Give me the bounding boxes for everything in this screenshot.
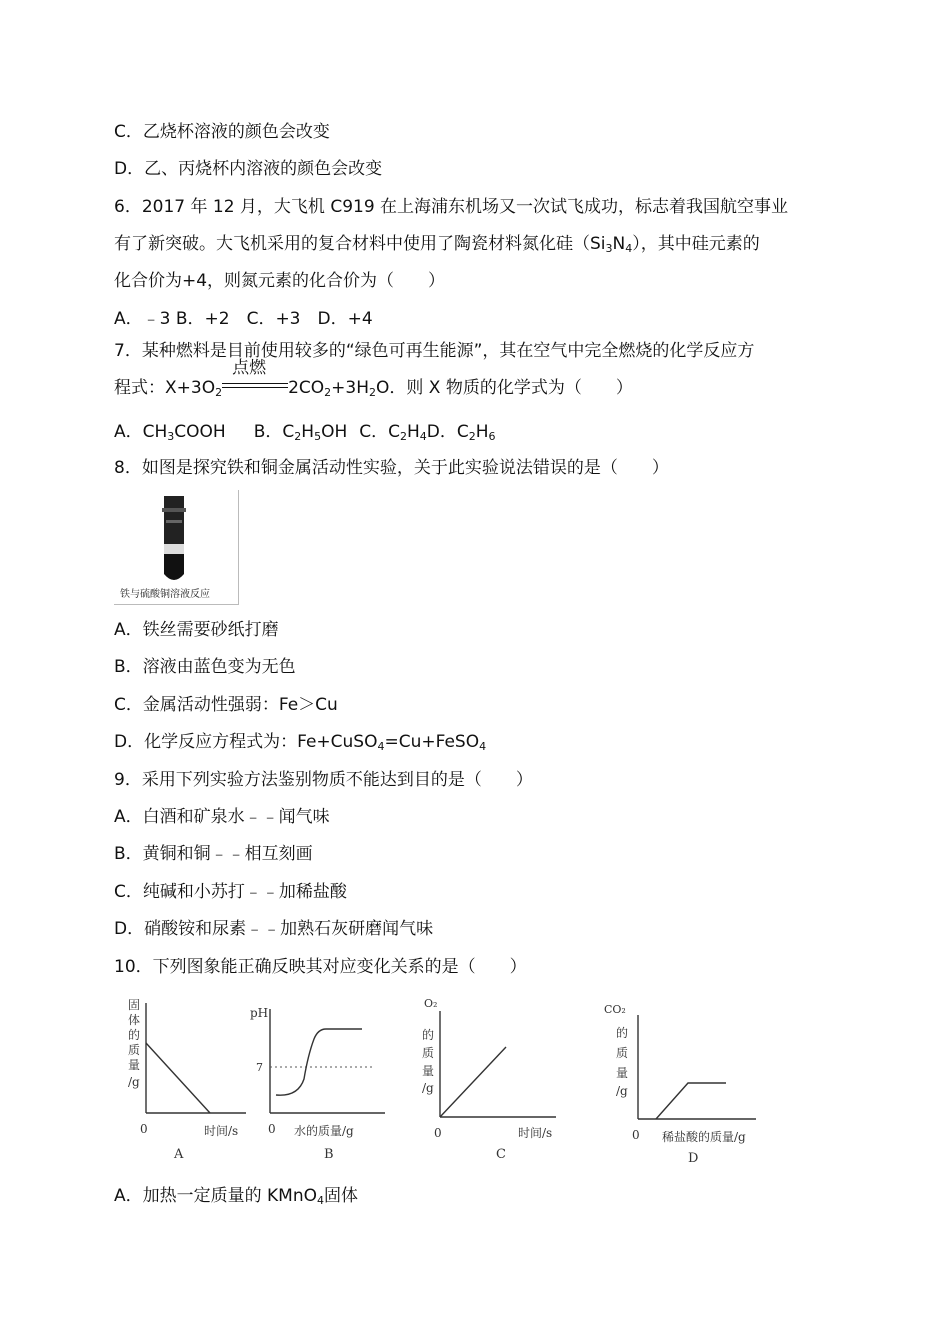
q9-option-b: B．黄铜和铜﹣﹣相互刻画 [114,844,313,864]
svg-text:量: 量 [422,1064,435,1078]
svg-text:质: 质 [128,1043,141,1057]
graph-d-ylabel [616,1026,628,1098]
q9-option-d: D．硝酸铵和尿素﹣﹣加熟石灰研磨闻气味 [114,919,434,939]
svg-text:/g: /g [616,1084,628,1098]
svg-text:质: 质 [422,1046,435,1060]
svg-text:质: 质 [616,1046,629,1060]
graph-d-letter: D [688,1151,699,1165]
svg-text:/g: /g [128,1075,140,1089]
graph-d-origin: 0 [632,1128,640,1142]
graph-c-ylabel-top: O₂ [424,997,438,1010]
svg-text:量: 量 [616,1066,629,1080]
graph-b-xlabel: 水的质量/g [294,1124,354,1138]
q9-option-c: C．纯碱和小苏打﹣﹣加稀盐酸 [114,882,347,902]
svg-text:固: 固 [128,998,141,1012]
graph-b-origin: 0 [268,1122,276,1136]
svg-text:的: 的 [128,1028,141,1042]
graph-d-ylabel-top: CO₂ [604,1003,626,1016]
graph-c-curve [440,1047,506,1117]
graph-b [250,995,400,1170]
graph-d-curve [656,1083,726,1119]
graph-c [418,995,568,1170]
graph-a-origin: 0 [140,1122,148,1136]
svg-text:的: 的 [422,1028,435,1042]
q6-stem-line3: 化合价为+4，则氮元素的化合价为（ ） [114,271,446,291]
q5-option-d: D．乙、丙烧杯内溶液的颜色会改变 [114,159,383,179]
figure-caption: 铁与硫酸铜溶液反应 [120,589,210,600]
q8-stem: 8．如图是探究铁和铜金属活动性实验，关于此实验说法错误的是（ ） [114,458,669,478]
svg-text:体: 体 [128,1013,141,1027]
graph-a-curve [146,1043,210,1113]
graph-d [604,995,774,1170]
q9-option-a: A．白酒和矿泉水﹣﹣闻气味 [114,807,330,827]
q6-stem-line2: 有了新突破。大飞机采用的复合材料中使用了陶瓷材料氮化硅$(Si_3N_4)$，其中硅元素的 [114,234,760,255]
svg-text:/g: /g [422,1081,434,1095]
graph-a-ylabel [128,998,140,1089]
svg-text:的: 的 [616,1026,629,1040]
graph-b-letter: B [324,1147,334,1162]
graph-c-ylabel [422,1028,434,1095]
q7-options: A．$CH_3COOH$ B．$C_2H_5OH$ C．$C_2H_4D$．$C_2H_6$ [114,422,496,443]
graph-b-tick: 7 [256,1061,263,1074]
reaction-condition: 点燃 [232,358,267,378]
graph-a-letter: A [174,1147,184,1162]
graph-a [118,995,258,1170]
q7-equation: 程式：$X+3O_2$ 点燃 $2CO_2+3H_2O$．则 X 物质的化学式为（ ） [114,358,633,399]
graph-b-curve [276,1029,362,1095]
test-tube-image [114,490,238,604]
q10-option-a: A．加热一定质量的 KMnO$_4$固体 [114,1186,359,1207]
graph-c-xlabel: 时间/s [518,1126,553,1140]
q8-option-d: D．化学反应方程式为：Fe+CuSO$_4$=Cu+FeSO$_4$ [114,732,487,753]
q7-stem-line1: 7．某种燃料是目前使用较多的“绿色可再生能源”，其在空气中完全燃烧的化学反应方 [114,341,755,361]
q8-option-b: B．溶液由蓝色变为无色 [114,657,296,677]
q10-stem: 10．下列图象能正确反映其对应变化关系的是（ ） [114,957,527,977]
reaction-arrow [222,358,288,400]
q9-stem: 9．采用下列实验方法鉴别物质不能达到目的是（ ） [114,770,533,790]
q6-stem-line1: 6．2017 年 12 月，大飞机 C919 在上海浦东机场又一次试飞成功，标志着我国航空事业 [114,197,789,217]
q6-options: A．﹣3 B．+2 C．+3 D．+4 [114,309,373,329]
graph-c-origin: 0 [434,1126,442,1140]
q8-option-a: A．铁丝需要砂纸打磨 [114,620,279,640]
graph-d-xlabel: 稀盐酸的质量/g [662,1130,746,1144]
graph-c-letter: C [496,1147,506,1162]
svg-text:量: 量 [128,1058,141,1072]
q8-option-c: C．金属活动性强弱：Fe＞Cu [114,695,338,715]
graph-b-ylabel: pH [250,1006,269,1020]
test-tube-figure [114,490,239,605]
q5-option-c: C．乙烧杯溶液的颜色会改变 [114,122,330,142]
graph-a-xlabel: 时间/s [204,1124,239,1138]
